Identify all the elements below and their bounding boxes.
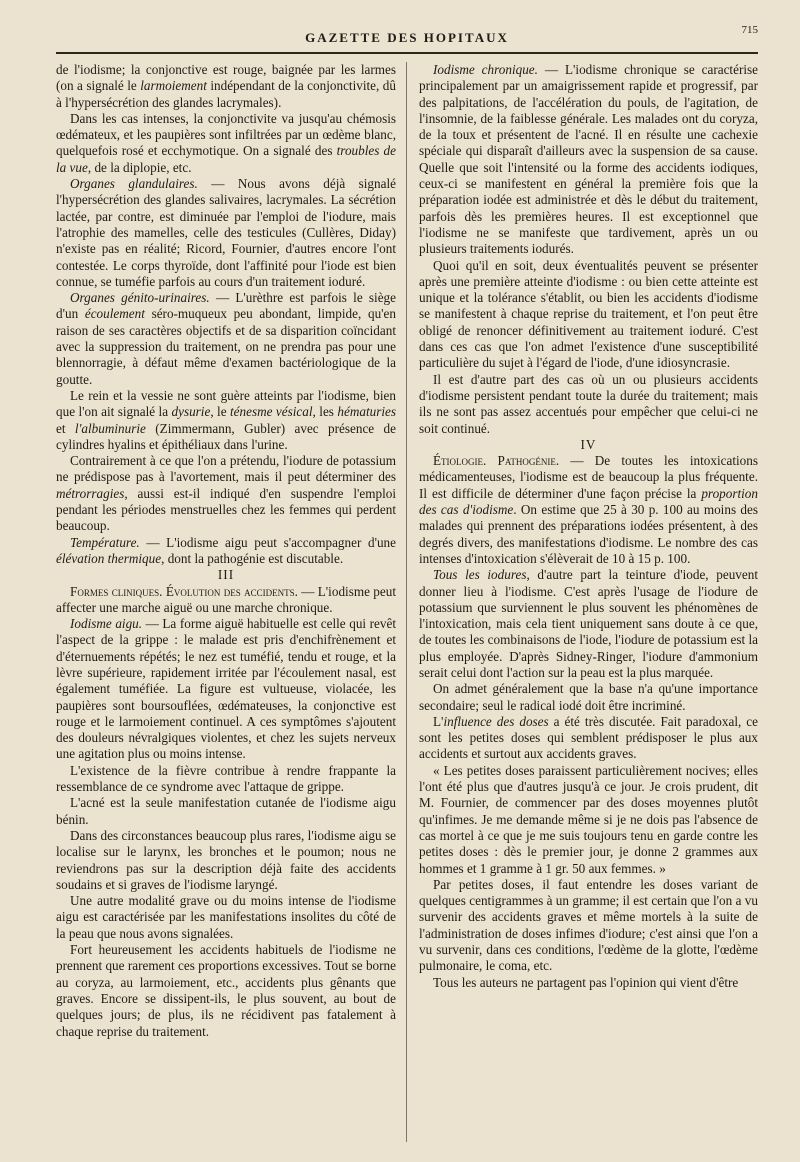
paragraph: On admet généralement que la base n'a qu'une importance secondaire; seul le radical iodé doit être incriminé. — [419, 681, 758, 713]
paragraph: Par petites doses, il faut entendre les doses variant de quelques centigrammes à un gramme; il est certain que l'on a vu survenir des accidents graves et même mortels à la suite de l'administration de doses infimes d'iodure; c'est ainsi que l'on a vu survenir, dans ces conditions, l'œdème de la glotte, l'œdème pulmonaire, le coma, etc. — [419, 876, 758, 974]
left-column — [56, 62, 407, 1142]
paragraph: « Les petites doses paraissent particulièrement nocives; elles l'ont été plus que d'autres jusqu'à ce jour. Je crois prudent, dit M. Fournier, de commencer par des doses moyennes plutôt qu'infimes. Je me demande même si je ne dois pas l'absence de cas mortel à ce que je me suis toujours tenu en garde contre les petites doses : dès le premier jour, je donne 2 grammes aux hommes et 1 gramme à 1 gr. 50 aux femmes. » — [419, 762, 758, 876]
paragraph: Tous les iodures, d'autre part la teinture d'iode, peuvent donner lieu à l'iodisme. C'est après l'usage de l'iodure de potassium que surviennent le plus souvent les phénomènes de l'intoxication, mais cela tient uniquement sans doute à ce que, de toutes les combinaisons de l'iode, l'iodure de potassium est la plus employée. D'après Sidney-Ringer, l'iodure d'ammonium serait celui dont l'action sur la peau est la plus marquée. — [419, 567, 758, 680]
paragraph: Organes glandulaires. — Nous avons déjà signalé l'hypersécrétion des glandes salivaires, lacrymales. La sécrétion lactée, par contre, est diminuée par l'emploi de l'iodure, mais l'atrophie des mamelles, celle des testicules (Cullères, Diday) n'existe pas en réalité; Ricord, Fournier, d'autres encore l'ont contestée. Le corps thyroïde, dont l'affinité pour l'iode est bien connue, se tuméfie parfois au cours d'un traitement ioduré. — [56, 176, 396, 289]
paragraph: L'acné est la seule manifestation cutanée de l'iodisme aigu bénin. — [56, 795, 396, 827]
paragraph: Fort heureusement les accidents habituels de l'iodisme ne prennent que rarement ces proportions excessives. Tout se borne au coryza, au larmoiement, etc., accidents plus gênants que graves. Encore se dissipent-ils, le plus souvent, au bout de quelques jours; de plus, ils ne récidivent pas fatalement à chaque reprise du traitement. — [56, 942, 396, 1039]
paragraph: Tous les auteurs ne partagent pas l'opinion qui vient d'être — [433, 974, 739, 990]
paragraph: Étiologie. Pathogénie. — De toutes les intoxications médicamenteuses, l'iodisme est de beaucoup la plus fréquente. Il est difficile de déterminer d'une façon précise la proportion des cas d'iodisme. On estime que 25 à 30 p. 100 au moins des malades qui prennent des préparations iodées présentent, à des degrés divers, des manifestations d'iodisme. Le nombre des cas intenses d'intoxication s'élèverait de 10 à 15 p. 100. — [419, 453, 758, 566]
paragraph: Contrairement à ce que l'on a prétendu, l'iodure de potassium ne prédispose pas à l'avortement, mais il peut déterminer des métrorragies, aussi est-il indiqué d'en suspendre l'emploi pendant les périodes menstruelles chez les femmes qui perdent beaucoup. — [56, 453, 396, 534]
paragraph: L'existence de la fièvre contribue à rendre frappante la ressemblance de ce syndrome avec l'attaque de grippe. — [56, 762, 396, 795]
paragraph: Une autre modalité grave ou du moins intense de l'iodisme aigu est caractérisée par les manifestations insolites du côté de la peau que nous avons signalées. — [56, 893, 396, 941]
section-heading-iii: III — [217, 567, 235, 583]
page-header — [56, 22, 758, 54]
paragraph: Quoi qu'il en soit, deux éventualités peuvent se présenter après une première atteinte d'iodisme : ou bien cette atteinte est unique et la tolérance s'établit, ou bien les accidents d'iodisme se manifestent à chaque reprise du traitement, et l'on peut être obligé de renoncer définitivement au traitement ioduré. C'est dans ces cas que l'on admet l'existence d'une susceptibilité particulière du sujet à l'égard de l'iode, d'une idiosyncrasie. — [419, 257, 758, 371]
page-number: 715 — [741, 24, 758, 36]
paragraph: Il est d'autre part des cas où un ou plusieurs accidents d'iodisme persistent pendant toute la durée du traitement; mais ils ne sont pas assez accentués pour empêcher que celui-ci ne soit continué. — [419, 371, 758, 436]
text-columns — [56, 62, 758, 1142]
paragraph: Dans les cas intenses, la conjonctivite va jusqu'au chémosis œdémateux, et les paupières sont infiltrées par un œdème blanc, quelquefois rosé et ecchymotique. On a signalé des troubles de la vue, de la diplopie, etc. — [56, 110, 397, 175]
paragraph: L'influence des doses a été très discutée. Fait paradoxal, ce sont les petites doses qui semblent prédisposer le plus aux accidents et surtout aux accidents graves. — [419, 713, 758, 762]
paragraph: de l'iodisme; la conjonctive est rouge, baignée par les larmes (on a signalé le larmoiement indépendant de la conjonctivite, dû à l'hypersécrétion des glandes lacrymales). — [56, 62, 396, 110]
paragraph: Le rein et la vessie ne sont guère atteints par l'iodisme, bien que l'on ait signalé la dysurie, le ténesme vésical, les hématuries et l'albuminurie (Zimmermann, Gubler) avec présence de cylindres hyalins et épithéliaux dans l'urine. — [56, 387, 396, 452]
paragraph: Organes génito-urinaires. — L'urèthre est parfois le siège d'un écoulement séro-muqueux peu abondant, limpide, qu'en raison de ses caractères objectifs et de sa disparition coïncidant avec la suppression du traitement, on ne prendra pas pour une blennorragie, à défaut même d'examen bactériologique de la goutte. — [56, 290, 397, 387]
paragraph: Dans des circonstances beaucoup plus rares, l'iodisme aigu se localise sur le larynx, les bronches et le poumon; nous ne reviendrons pas sur la description déjà faite des accidents soudains et si graves de l'iodisme laryngé. — [56, 827, 396, 892]
section-heading-iv: IV — [580, 436, 597, 452]
paragraph: Iodisme chronique. — L'iodisme chronique se caractérise principalement par un amaigrissement rapide et progressif, par des palpitations, de l'accélération du pouls, de l'agitation, de l'insomnie, de la faiblesse générale. Les malades ont du coryza, de la toux et présentent de l'acné. Il en résulte une cachexie spéciale qui disparaît d'ailleurs avec la suspension de sa cause. Quelle que soit l'intensité ou la forme des accidents iodiques, ceux-ci se manifestent en général la première fois que la préparation iodée est administrée et dès le début du traitement, parfois dès les premières heures. Il est exceptionnel que l'iodisme ne se manifeste que tardivement, après un ou plusieurs traitements iodurés. — [419, 62, 758, 257]
paragraph: Iodisme aigu. — La forme aiguë habituelle est celle qui revêt l'aspect de la grippe : le malade est pris d'enchifrènement et d'éternuements répétés; le nez est tuméfié, tendu et rouge, et la lèvre supérieure, rapidement irritée par l'écoulement nasal, est également tuméfiée. La figure est vultueuse, violacée, les paupières sont boursouflées, œdémateuses, la conjonctive est rouge et le larmoiement continuel. A ces symptômes s'ajoutent des douleurs névralgiques violentes, et chez les sujets nerveux une agitation plus ou moins intense. — [56, 616, 396, 762]
paragraph: Température. — L'iodisme aigu peut s'accompagner d'une élévation thermique, dont la pathogénie est discutable. — [56, 534, 396, 566]
journal-title: GAZETTE DES HOPITAUX — [305, 30, 509, 45]
paragraph: Formes cliniques. Évolution des accidents. — L'iodisme peut affecter une marche aiguë ou une marche chronique. — [56, 583, 396, 615]
right-column — [407, 62, 758, 1142]
